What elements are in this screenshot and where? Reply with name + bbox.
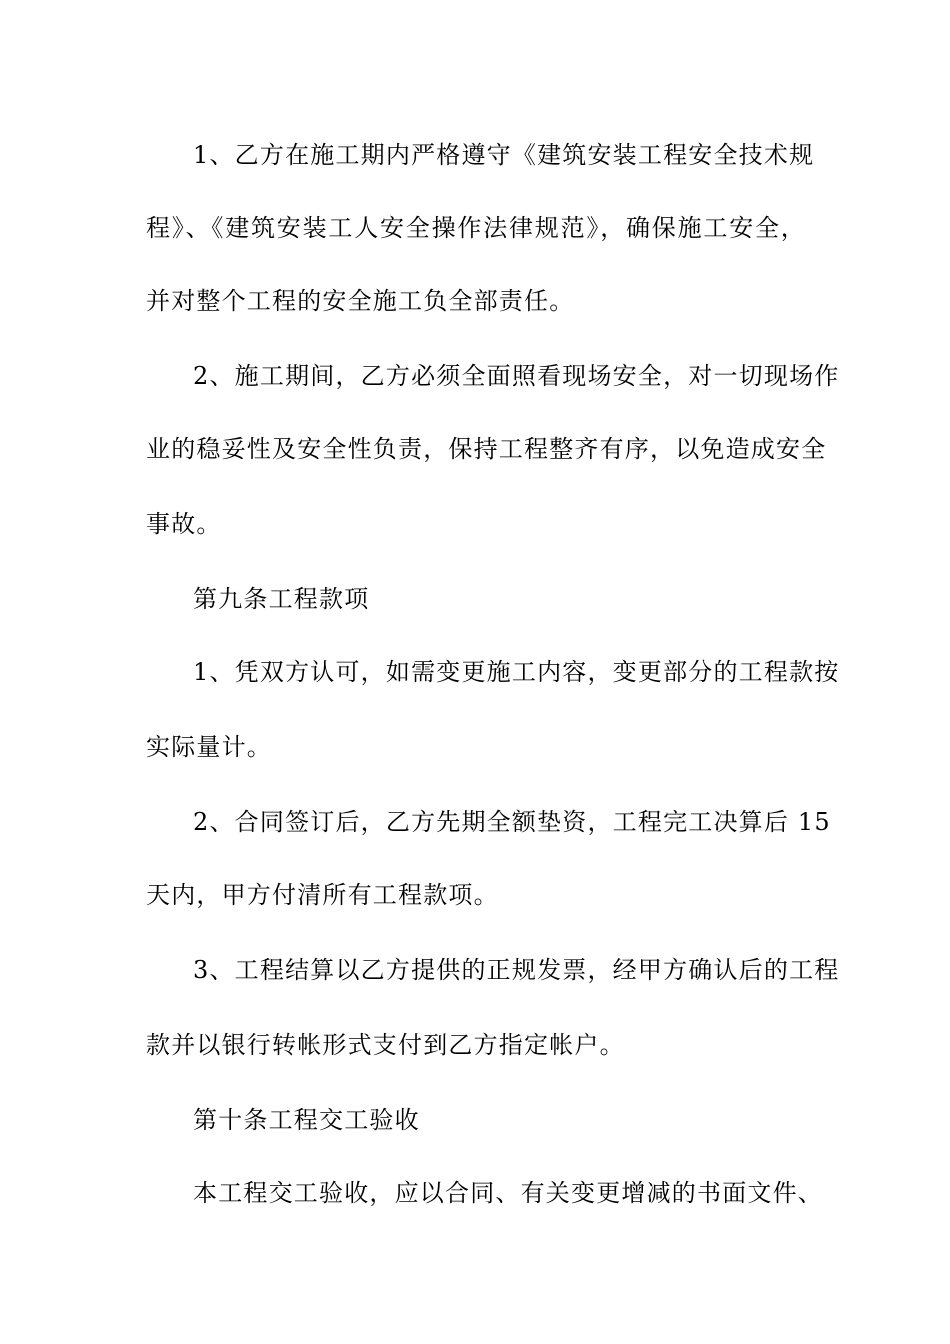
clause-9-heading: 第九条工程款项 xyxy=(193,585,370,613)
clause-9-item-3-line-2: 款并以银行转帐形式支付到乙方指定帐户。 xyxy=(146,1031,625,1059)
clause-8-item-2-line-1: 2、施工期间，乙方必须全面照看现场安全，对一切现场作 xyxy=(193,362,840,390)
clause-10-heading: 第十条工程交工验收 xyxy=(193,1106,420,1134)
clause-8-item-1-line-1: 1、乙方在施工期内严格遵守《建筑安装工程安全技术规 xyxy=(193,141,815,169)
clause-9-item-3-line-1: 3、工程结算以乙方提供的正规发票，经甲方确认后的工程 xyxy=(193,956,840,984)
clause-8-item-1-line-2: 程》、《建筑安装工人安全操作法律规范》，确保施工安全， xyxy=(146,214,806,242)
clause-8-item-2-line-2: 业的稳妥性及安全性负责，保持工程整齐有序，以免造成安全 xyxy=(146,435,827,463)
clause-9-item-2-line-2: 天内，甲方付清所有工程款项。 xyxy=(146,881,499,909)
clause-8-item-2-line-3: 事故。 xyxy=(146,510,222,538)
clause-10-body-line-1: 本工程交工验收，应以合同、有关变更增减的书面文件、 xyxy=(193,1179,823,1207)
clause-9-item-1-line-1: 1、凭双方认可，如需变更施工内容，变更部分的工程款按 xyxy=(193,658,840,686)
clause-9-item-1-line-2: 实际量计。 xyxy=(146,733,272,761)
clause-9-item-2-line-1: 2、合同签订后，乙方先期全额垫资，工程完工决算后 15 xyxy=(193,808,831,836)
clause-8-item-1-line-3: 并对整个工程的安全施工负全部责任。 xyxy=(146,287,575,315)
